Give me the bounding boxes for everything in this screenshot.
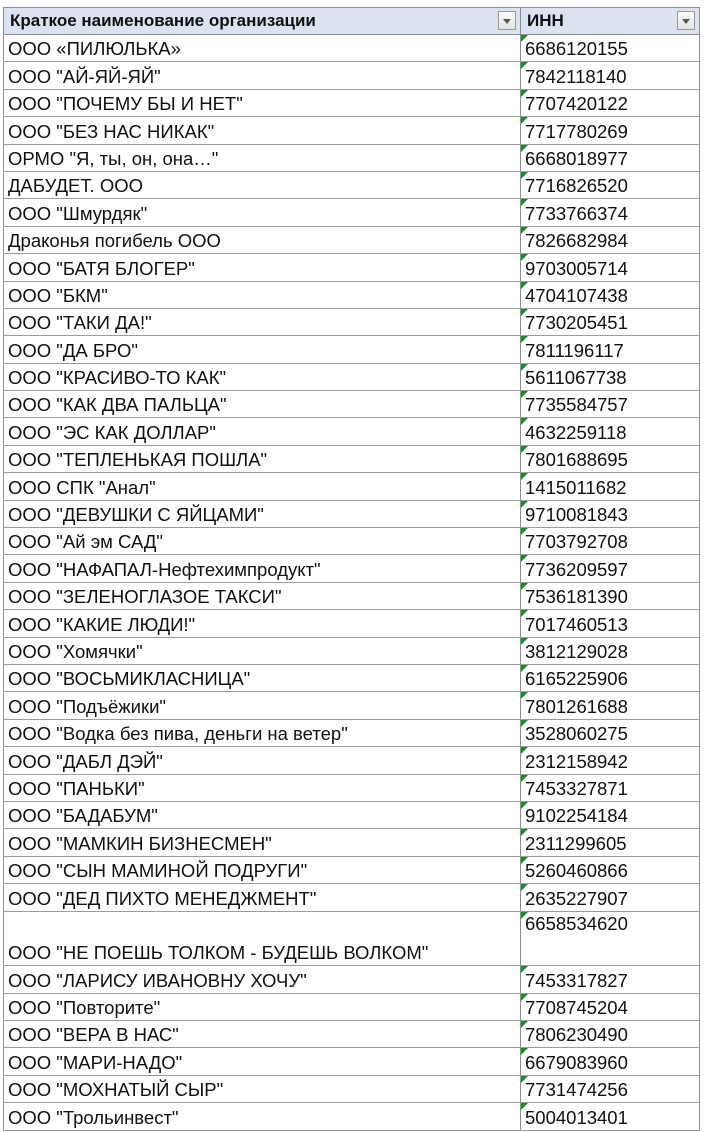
table-row — [3, 802, 700, 829]
cell-inn[interactable] — [521, 966, 699, 992]
inn-text: 9102254184 — [525, 805, 628, 827]
cell-org-name[interactable] — [4, 364, 521, 390]
inn-text: 5611067738 — [525, 367, 627, 389]
cell-inn[interactable] — [521, 282, 699, 308]
error-indicator-icon — [521, 336, 528, 343]
inn-text: 2635227907 — [525, 887, 628, 909]
cell-inn[interactable] — [521, 638, 699, 664]
error-indicator-icon — [521, 555, 528, 562]
inn-text: 7708745204 — [525, 997, 628, 1019]
table-row — [3, 555, 700, 582]
org-name-text: ООО "ЛАРИСУ ИВАНОВНУ ХОЧУ" — [8, 969, 307, 991]
cell-inn[interactable] — [521, 1021, 699, 1047]
cell-inn[interactable] — [521, 145, 699, 171]
table-row — [3, 966, 700, 993]
inn-text: 3528060275 — [525, 723, 628, 745]
org-name-text: ООО "ТАКИ ДА!" — [8, 312, 152, 334]
table-row — [3, 282, 700, 309]
error-indicator-icon — [521, 802, 528, 809]
cell-inn[interactable] — [521, 857, 699, 883]
org-name-text: ООО "МАРИ-НАДО" — [8, 1051, 183, 1073]
inn-text: 2311299605 — [525, 832, 627, 854]
cell-inn[interactable] — [521, 912, 699, 966]
table-row — [3, 227, 700, 254]
table-row — [3, 418, 700, 445]
inn-text: 5260460866 — [525, 860, 628, 882]
cell-inn[interactable] — [521, 884, 699, 910]
error-indicator-icon — [521, 473, 528, 480]
cell-org-name[interactable] — [4, 638, 521, 664]
cell-org-name[interactable] — [4, 994, 521, 1020]
error-indicator-icon — [521, 528, 528, 535]
error-indicator-icon — [521, 1103, 528, 1110]
inn-text: 6686120155 — [525, 38, 628, 60]
error-indicator-icon — [521, 1076, 528, 1083]
cell-org-name[interactable] — [4, 583, 521, 609]
table-row — [3, 1021, 700, 1048]
column-header-name[interactable] — [4, 8, 521, 34]
inn-text: 6658534620 — [525, 912, 628, 934]
cell-org-name[interactable] — [4, 35, 521, 61]
inn-text: 7017460513 — [525, 613, 628, 635]
table-row — [3, 336, 700, 363]
cell-inn[interactable] — [521, 227, 699, 253]
error-indicator-icon — [521, 720, 528, 727]
cell-org-name[interactable] — [4, 1076, 521, 1102]
org-name-text: ООО "ЭС КАК ДОЛЛАР" — [8, 421, 216, 443]
cell-inn[interactable] — [521, 35, 699, 61]
inn-text: 7733766374 — [525, 202, 628, 224]
table-row — [3, 692, 700, 719]
error-indicator-icon — [521, 692, 528, 699]
inn-text: 7801688695 — [525, 449, 628, 471]
inn-text: 9703005714 — [525, 257, 628, 279]
cell-org-name[interactable] — [4, 747, 521, 773]
org-name-text: ООО "Водка без пива, деньги на ветер" — [8, 723, 348, 745]
org-name-text: ООО "НЕ ПОЕШЬ ТОЛКОМ - БУДЕШЬ ВОЛКОМ" — [8, 942, 429, 964]
cell-inn[interactable] — [521, 583, 699, 609]
error-indicator-icon — [521, 610, 528, 617]
org-name-text: ООО "Подъёжики" — [8, 695, 166, 717]
cell-org-name[interactable] — [4, 665, 521, 691]
table-row — [3, 775, 700, 802]
table-row — [3, 665, 700, 692]
table-row — [3, 35, 700, 62]
inn-text: 7811196117 — [525, 339, 624, 361]
cell-org-name[interactable] — [4, 145, 521, 171]
org-name-text: ОРМО "Я, ты, он, она…" — [8, 147, 219, 169]
cell-inn[interactable] — [521, 692, 699, 718]
cell-org-name[interactable] — [4, 473, 521, 499]
error-indicator-icon — [521, 994, 528, 1001]
table-row — [3, 446, 700, 473]
error-indicator-icon — [521, 747, 528, 754]
cell-inn[interactable] — [521, 501, 699, 527]
error-indicator-icon — [521, 1048, 528, 1055]
org-name-text: ООО "БАДАБУМ" — [8, 805, 158, 827]
cell-org-name[interactable] — [4, 199, 521, 225]
cell-inn[interactable] — [521, 254, 699, 280]
cell-inn[interactable] — [521, 418, 699, 444]
table-row — [3, 638, 700, 665]
table-row — [3, 829, 700, 856]
inn-text: 7842118140 — [525, 65, 627, 87]
table-row — [3, 610, 700, 637]
error-indicator-icon — [521, 62, 528, 69]
error-indicator-icon — [521, 117, 528, 124]
inn-text: 7801261688 — [525, 695, 628, 717]
cell-org-name[interactable] — [4, 282, 521, 308]
cell-org-name[interactable] — [4, 1048, 521, 1074]
inn-text: 7736209597 — [525, 558, 628, 580]
error-indicator-icon — [521, 583, 528, 590]
cell-inn[interactable] — [521, 720, 699, 746]
table-row — [3, 1076, 700, 1103]
table-row — [3, 473, 700, 500]
cell-inn[interactable] — [521, 665, 699, 691]
error-indicator-icon — [521, 172, 528, 179]
org-name-text: ООО "СЫН МАМИНОЙ ПОДРУГИ" — [8, 860, 308, 882]
org-name-text: ООО "БАТЯ БЛОГЕР" — [8, 257, 195, 279]
org-name-text: ООО "ДА БРО" — [8, 339, 138, 361]
cell-org-name[interactable] — [4, 802, 521, 828]
inn-text: 3812129028 — [525, 640, 628, 662]
cell-inn[interactable] — [521, 364, 699, 390]
cell-org-name[interactable] — [4, 829, 521, 855]
inn-text: 7826682984 — [525, 230, 628, 252]
cell-org-name[interactable] — [4, 418, 521, 444]
table-row — [3, 912, 700, 967]
table-row — [3, 309, 700, 336]
inn-text: 7707420122 — [525, 93, 628, 115]
inn-text: 7536181390 — [525, 586, 628, 608]
cell-inn[interactable] — [521, 528, 699, 554]
cell-inn[interactable] — [521, 62, 699, 88]
spreadsheet — [3, 7, 700, 1131]
cell-inn[interactable] — [521, 90, 699, 116]
org-name-text: ООО "ДЕВУШКИ С ЯЙЦАМИ" — [8, 504, 264, 526]
cell-org-name[interactable] — [4, 857, 521, 883]
table-row — [3, 145, 700, 172]
org-name-text: ООО СПК "Анал" — [8, 476, 156, 498]
cell-org-name[interactable] — [4, 555, 521, 581]
cell-org-name[interactable] — [4, 912, 521, 966]
org-name-text: ООО «ПИЛЮЛЬКА» — [8, 38, 181, 60]
table-body — [3, 35, 700, 1131]
org-name-text: ООО "МАМКИН БИЗНЕСМЕН" — [8, 832, 272, 854]
cell-inn[interactable] — [521, 473, 699, 499]
table-row — [3, 994, 700, 1021]
cell-inn[interactable] — [521, 775, 699, 801]
cell-inn[interactable] — [521, 747, 699, 773]
error-indicator-icon — [521, 638, 528, 645]
cell-inn[interactable] — [521, 1076, 699, 1102]
org-name-text: ООО "ЗЕЛЕНОГЛАЗОЕ ТАКСИ" — [8, 586, 282, 608]
org-name-text: ООО "ДЕД ПИХТО МЕНЕДЖМЕНТ" — [8, 887, 317, 909]
column-header-inn-label: ИНН — [527, 11, 564, 30]
filter-dropdown-name-icon[interactable] — [498, 11, 516, 30]
org-name-text: ООО "ПАНЬКИ" — [8, 777, 145, 799]
cell-inn[interactable] — [521, 172, 699, 198]
table-row — [3, 884, 700, 911]
org-name-text: ООО "Шмурдяк" — [8, 202, 148, 224]
inn-text: 4632259118 — [525, 421, 627, 443]
table-row — [3, 747, 700, 774]
table-row — [3, 254, 700, 281]
table-row — [3, 857, 700, 884]
org-name-text: ООО "КРАСИВО-ТО КАК" — [8, 367, 227, 389]
inn-text: 1415011682 — [525, 476, 627, 498]
inn-text: 7731474256 — [525, 1079, 628, 1101]
org-name-text: ООО "МОХНАТЫЙ СЫР" — [8, 1079, 224, 1101]
inn-text: 7717780269 — [525, 120, 628, 142]
org-name-text: ДАБУДЕТ. ООО — [8, 175, 144, 197]
org-name-text: ООО "БКМ" — [8, 284, 108, 306]
inn-text: 7806230490 — [525, 1024, 628, 1046]
cell-inn[interactable] — [521, 555, 699, 581]
cell-org-name[interactable] — [4, 528, 521, 554]
error-indicator-icon — [521, 254, 528, 261]
org-name-text: ООО "БЕЗ НАС НИКАК" — [8, 120, 215, 142]
error-indicator-icon — [521, 665, 528, 672]
inn-text: 7453327871 — [525, 777, 628, 799]
cell-inn[interactable] — [521, 829, 699, 855]
cell-inn[interactable] — [521, 309, 699, 335]
inn-text: 7735584757 — [525, 394, 628, 416]
cell-org-name[interactable] — [4, 172, 521, 198]
org-name-text: ООО "АЙ-ЯЙ-ЯЙ" — [8, 65, 161, 87]
table-row — [3, 364, 700, 391]
cell-inn[interactable] — [521, 117, 699, 143]
org-name-text: ООО "НАФАПАЛ-Нефтехимпродукт" — [8, 558, 321, 580]
cell-org-name[interactable] — [4, 391, 521, 417]
inn-text: 2312158942 — [525, 750, 628, 772]
inn-text: 9710081843 — [525, 504, 628, 526]
cell-inn[interactable] — [521, 446, 699, 472]
org-name-text: ООО "Повторите" — [8, 997, 161, 1019]
cell-org-name[interactable] — [4, 446, 521, 472]
error-indicator-icon — [521, 391, 528, 398]
error-indicator-icon — [521, 199, 528, 206]
table-row — [3, 199, 700, 226]
error-indicator-icon — [521, 1021, 528, 1028]
table-row — [3, 62, 700, 89]
cell-org-name[interactable] — [4, 966, 521, 992]
column-header-name-label: Краткое наименование организации — [10, 11, 316, 30]
cell-org-name[interactable] — [4, 227, 521, 253]
table-row — [3, 391, 700, 418]
table-row — [3, 117, 700, 144]
table-row — [3, 1048, 700, 1075]
cell-org-name[interactable] — [4, 254, 521, 280]
error-indicator-icon — [521, 446, 528, 453]
cell-inn[interactable] — [521, 610, 699, 636]
error-indicator-icon — [521, 418, 528, 425]
inn-text: 4704107438 — [525, 284, 628, 306]
org-name-text: ООО "ТЕПЛЕНЬКАЯ ПОШЛА" — [8, 449, 268, 471]
error-indicator-icon — [521, 966, 528, 973]
error-indicator-icon — [521, 309, 528, 316]
cell-inn[interactable] — [521, 1048, 699, 1074]
table-row — [3, 583, 700, 610]
error-indicator-icon — [521, 501, 528, 508]
cell-org-name[interactable] — [4, 117, 521, 143]
filter-dropdown-inn-icon[interactable] — [677, 11, 695, 30]
inn-text: 7453317827 — [525, 969, 628, 991]
cell-org-name[interactable] — [4, 775, 521, 801]
cell-org-name[interactable] — [4, 309, 521, 335]
org-name-text: ООО "Ай эм САД" — [8, 531, 163, 553]
org-name-text: ООО "ДАБЛ ДЭЙ" — [8, 750, 163, 772]
column-header-inn[interactable] — [521, 8, 699, 34]
inn-text: 7703792708 — [525, 531, 628, 553]
table-row — [3, 1103, 700, 1130]
cell-inn[interactable] — [521, 1103, 699, 1129]
org-name-text: ООО "ВОСЬМИКЛАСНИЦА" — [8, 668, 251, 690]
error-indicator-icon — [521, 364, 528, 371]
error-indicator-icon — [521, 829, 528, 836]
org-name-text: Драконья погибель ООО — [8, 230, 221, 252]
error-indicator-icon — [521, 282, 528, 289]
inn-text: 7716826520 — [525, 175, 628, 197]
cell-org-name[interactable] — [4, 720, 521, 746]
table-row — [3, 501, 700, 528]
org-name-text: ООО "ПОЧЕМУ БЫ И НЕТ" — [8, 93, 243, 115]
cell-inn[interactable] — [521, 391, 699, 417]
cell-inn[interactable] — [521, 199, 699, 225]
org-name-text: ООО "Хомячки" — [8, 640, 143, 662]
org-name-text: ООО "КАКИЕ ЛЮДИ!" — [8, 613, 196, 635]
table-row — [3, 172, 700, 199]
org-name-text: ООО "КАК ДВА ПАЛЬЦА" — [8, 394, 227, 416]
error-indicator-icon — [521, 145, 528, 152]
table-row — [3, 528, 700, 555]
inn-text: 6668018977 — [525, 147, 628, 169]
cell-org-name[interactable] — [4, 501, 521, 527]
error-indicator-icon — [521, 884, 528, 891]
inn-text: 6679083960 — [525, 1051, 628, 1073]
cell-inn[interactable] — [521, 994, 699, 1020]
cell-inn[interactable] — [521, 802, 699, 828]
cell-org-name[interactable] — [4, 884, 521, 910]
cell-org-name[interactable] — [4, 62, 521, 88]
cell-org-name[interactable] — [4, 336, 521, 362]
table-row — [3, 90, 700, 117]
header-row — [3, 7, 700, 35]
cell-org-name[interactable] — [4, 1021, 521, 1047]
table-row — [3, 720, 700, 747]
cell-org-name[interactable] — [4, 90, 521, 116]
error-indicator-icon — [521, 227, 528, 234]
inn-text: 6165225906 — [525, 668, 628, 690]
cell-org-name[interactable] — [4, 1103, 521, 1129]
error-indicator-icon — [521, 912, 528, 919]
error-indicator-icon — [521, 775, 528, 782]
org-name-text: ООО "Трольинвест" — [8, 1106, 179, 1128]
error-indicator-icon — [521, 857, 528, 864]
org-name-text: ООО "ВЕРА В НАС" — [8, 1024, 179, 1046]
cell-inn[interactable] — [521, 336, 699, 362]
cell-org-name[interactable] — [4, 692, 521, 718]
inn-text: 5004013401 — [525, 1106, 628, 1128]
inn-text: 7730205451 — [525, 312, 628, 334]
error-indicator-icon — [521, 35, 528, 42]
error-indicator-icon — [521, 90, 528, 97]
cell-org-name[interactable] — [4, 610, 521, 636]
